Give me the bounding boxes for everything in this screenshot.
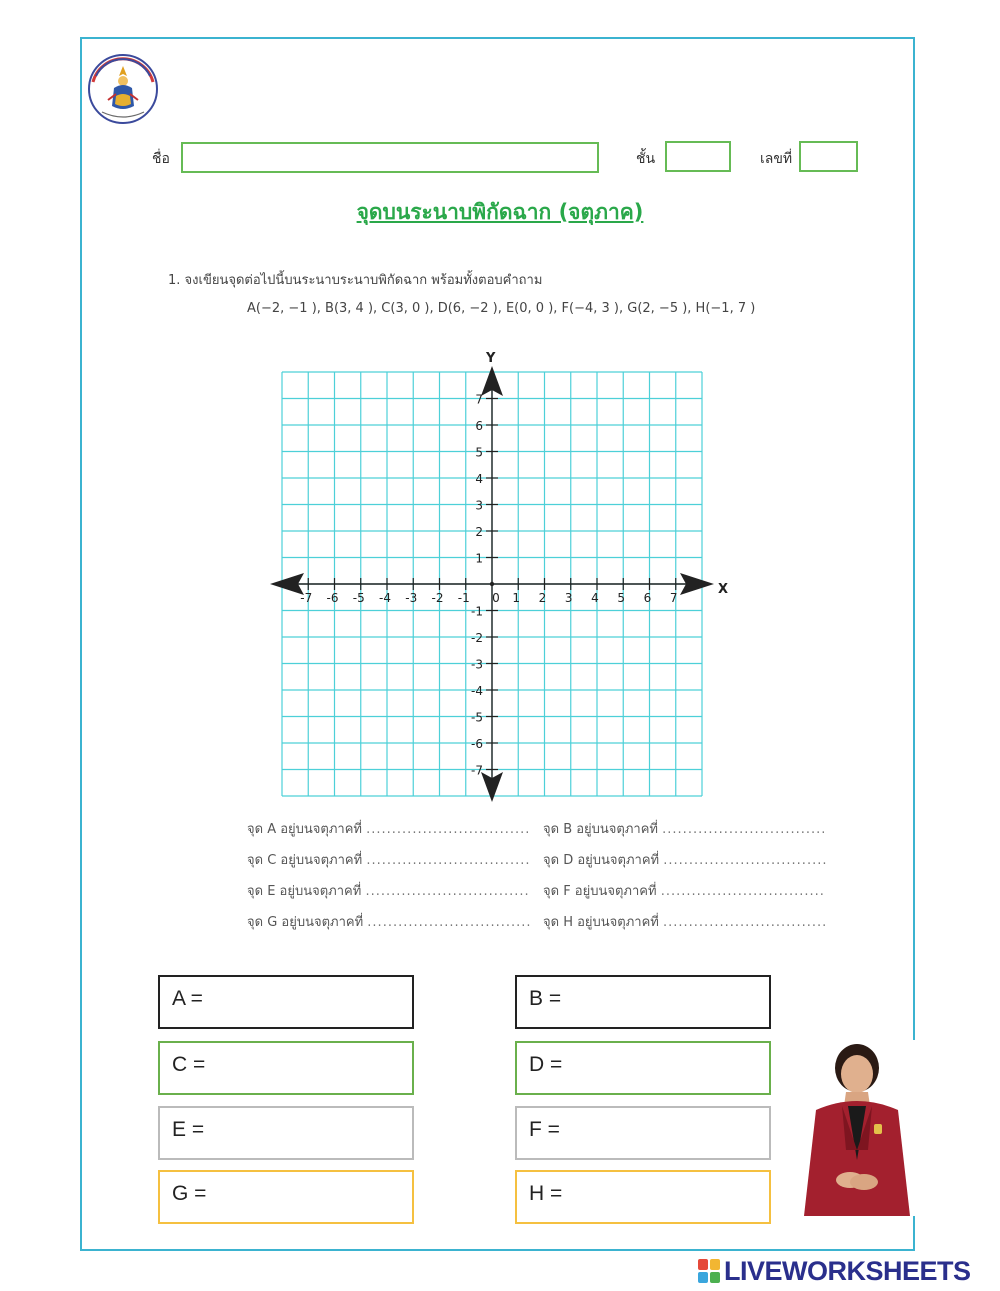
coordinate-plane[interactable] [270, 345, 730, 805]
answer-box-g[interactable]: G = [158, 1170, 414, 1224]
y-tick-label: -3 [471, 657, 483, 672]
answer-box-h[interactable]: H = [515, 1170, 771, 1224]
quadrant-question [543, 849, 827, 870]
answer-box-d[interactable]: D = [515, 1041, 771, 1095]
answer-dotted-line[interactable]: ................................ [662, 822, 827, 837]
number-label: เลขที่ [760, 151, 793, 167]
y-tick-label: 6 [475, 419, 483, 433]
tick-labels [300, 393, 677, 778]
x-tick-label: -7 [300, 591, 313, 605]
quadrant-question-label: จุด D อยู่บนจตุภาคที่ [543, 853, 660, 868]
quadrant-question [543, 818, 826, 839]
quadrant-question [247, 849, 531, 870]
x-tick-label: -3 [405, 591, 418, 605]
answer-dotted-line[interactable]: ................................ [663, 915, 828, 930]
question-text: 1. จงเขียนจุดต่อไปนี้บนระนาบระนาบพิกัดฉาก พร้อมทั้งตอบคำถาม [168, 273, 543, 288]
name-label: ชื่อ [152, 151, 170, 167]
x-axis-label: X [718, 582, 729, 597]
school-logo [86, 52, 160, 126]
worksheet-title: จุดบนระนาบพิกัดฉาก (จตุภาค) [356, 200, 644, 224]
answer-box-a[interactable]: A = [158, 975, 414, 1029]
answer-box-e[interactable]: E = [158, 1106, 414, 1160]
liveworksheets-brand[interactable] [698, 1257, 971, 1285]
x-tick-label: 1 [512, 591, 521, 605]
number-field[interactable] [799, 141, 858, 172]
x-tick-label: 5 [617, 591, 626, 605]
quadrant-question [543, 880, 825, 901]
answer-box-b[interactable]: B = [515, 975, 771, 1029]
answer-dotted-line[interactable]: ................................ [367, 915, 532, 930]
x-tick-label: 3 [564, 591, 573, 605]
answer-dotted-line[interactable]: ................................ [366, 822, 531, 837]
y-tick-label: -1 [471, 604, 483, 619]
name-field[interactable] [181, 142, 599, 173]
y-tick-label: 1 [475, 551, 483, 566]
quadrant-question-label: จุด H อยู่บนจตุภาคที่ [543, 915, 659, 930]
answer-box-c[interactable]: C = [158, 1041, 414, 1095]
quadrant-question [543, 911, 827, 932]
quadrant-question [247, 911, 532, 932]
answer-dotted-line[interactable]: ................................ [660, 884, 825, 899]
class-label: ชั้น [636, 151, 656, 167]
axes [270, 366, 714, 802]
answer-box-f[interactable]: F = [515, 1106, 771, 1160]
x-tick-label: 2 [538, 591, 547, 605]
y-tick-label: 3 [475, 498, 483, 513]
y-tick-label: 5 [475, 445, 483, 460]
y-tick-label: 7 [475, 392, 483, 407]
x-tick-label: -4 [379, 591, 391, 605]
quadrant-question-label: จุด A อยู่บนจตุภาคที่ [247, 822, 362, 837]
x-tick-label: 6 [643, 591, 652, 605]
x-tick-label: -2 [431, 591, 444, 605]
x-tick-label: -1 [457, 591, 470, 605]
answer-dotted-line[interactable]: ................................ [663, 853, 828, 868]
x-tick-label: -6 [326, 591, 339, 605]
quadrant-question-label: จุด G อยู่บนจตุภาคที่ [247, 915, 364, 930]
y-tick-label: 4 [475, 472, 483, 486]
quadrant-question [247, 818, 530, 839]
brand-name: LIVEWORKSHEETS [724, 1255, 971, 1286]
quadrant-question-label: จุด E อยู่บนจตุภาคที่ [247, 884, 362, 899]
x-tick-label: 4 [591, 591, 599, 605]
teacher-photo [798, 1040, 916, 1216]
y-tick-label: -4 [471, 684, 483, 698]
x-tick-label: 0 [492, 591, 500, 605]
x-tick-label: 7 [669, 591, 678, 605]
y-tick-label: -2 [471, 631, 483, 645]
y-tick-label: -7 [471, 763, 483, 778]
y-axis-label: Y [486, 351, 496, 366]
liveworksheets-logo-icon [698, 1259, 720, 1283]
y-tick-label: 2 [475, 525, 483, 539]
origin-point [490, 582, 494, 586]
answer-dotted-line[interactable]: ................................ [365, 884, 530, 899]
y-tick-label: -5 [471, 710, 483, 725]
quadrant-question-label: จุด B อยู่บนจตุภาคที่ [543, 822, 659, 837]
question-coords: A(−2, −1 ), B(3, 4 ), C(3, 0 ), D(6, −2 ), E(0, 0 ), F(−4, 3 ), G(2, −5 ), H(−1, 7 ) [247, 301, 756, 316]
class-field[interactable] [665, 141, 731, 172]
quadrant-question-label: จุด C อยู่บนจตุภาคที่ [247, 853, 363, 868]
quadrant-question [247, 880, 530, 901]
answer-dotted-line[interactable]: ................................ [366, 853, 531, 868]
x-tick-label: -5 [352, 591, 365, 605]
y-tick-label: -6 [471, 737, 483, 751]
quadrant-question-label: จุด F อยู่บนจตุภาคที่ [543, 884, 657, 899]
